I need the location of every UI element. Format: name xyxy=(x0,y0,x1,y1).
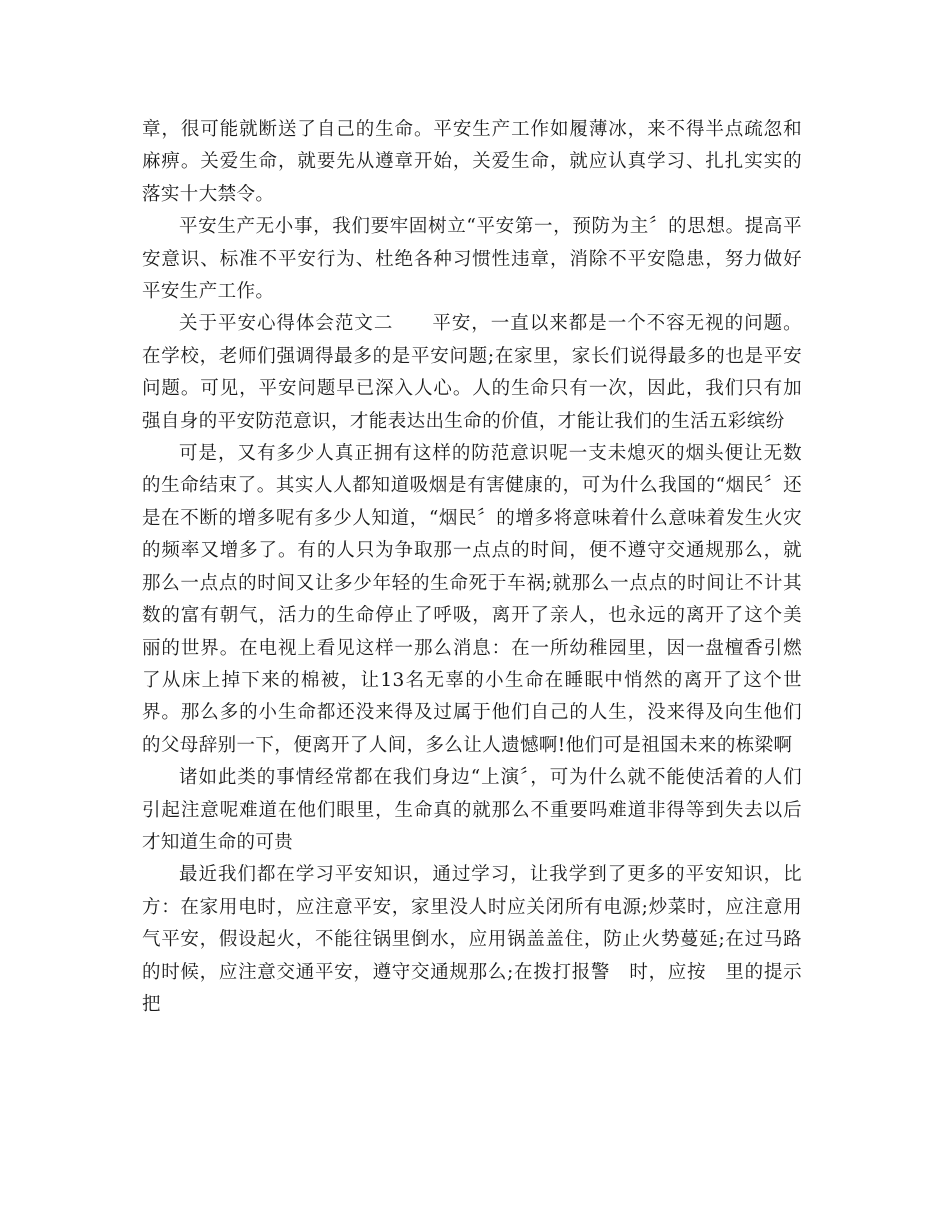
paragraph-such-events: 诸如此类的事情经常都在我们身边“上演〞，可为什么就不能使活着的人们引起注意呢难道在他们眼里，生命真的就那么不重要吗难道非得等到失去以后才知道生命的可贵 xyxy=(142,767,802,853)
body-text xyxy=(142,114,802,1021)
paragraph-continuation: 章，很可能就断送了自己的生命。平安生产工作如履薄冰，来不得半点疏忽和麻痹。关爱生命，就要先从遵章开始，关爱生命，就应认真学习、扎扎实实的落实十大禁令。 xyxy=(142,119,802,205)
paragraph-safety-knowledge: 最近我们都在学习平安知识，通过学习，让我学到了更多的平安知识，比方：在家用电时，应注意平安，家里没人时应关闭所有电源;炒菜时，应注意用气平安，假设起火，不能往锅里倒水，应用锅盖盖住，防止火势蔓延;在过马路的时候，应注意交通平安，遵守交通规那么;在拨打报警 时，应按 里的提示把 xyxy=(142,864,802,1015)
paragraph-cigarette-and-traffic: 可是，又有多少人真正拥有这样的防范意识呢一支未熄灭的烟头便让无数的生命结束了。其实人人都知道吸烟是有害健康的，可为什么我国的“烟民〞还是在不断的增多呢有多少人知道，“烟民〞的增多将意味着什么意味着发生火灾的频率又增多了。有的人只为争取那一点点的时间，便不遵守交通规那么，就那么一点点的时间又让多少年轻的生命死于车祸;就那么一点点的时间让不计其数的富有朝气，活力的生命停止了呼吸，离开了亲人，也永远的离开了这个美丽的世界。在电视上看见这样一那么消息：在一所幼稚园里，因一盘檀香引燃了从床上掉下来的棉被，让13名无辜的小生命在睡眠中悄然的离开了这个世界。那么多的小生命都还没来得及过属于他们自己的人生，没来得及向生他们的父母辞别一下，便离开了人间，多么让人遗憾啊!他们可是祖国未来的栋梁啊 xyxy=(142,443,802,756)
paragraph-essay-two-intro: 关于平安心得体会范文二 平安，一直以来都是一个不容无视的问题。在学校，老师们强调得最多的是平安问题;在家里，家长们说得最多的也是平安问题。可见，平安问题早已深入人心。人的生命只有一次，因此，我们只有加强自身的平安防范意识，才能表达出生命的价值，才能让我们的生活五彩缤纷 xyxy=(142,313,802,432)
paragraph-safety-first: 平安生产无小事，我们要牢固树立“平安第一，预防为主〞的思想。提高平安意识、标准不平安行为、杜绝各种习惯性违章，消除不平安隐患，努力做好平安生产工作。 xyxy=(142,216,802,303)
